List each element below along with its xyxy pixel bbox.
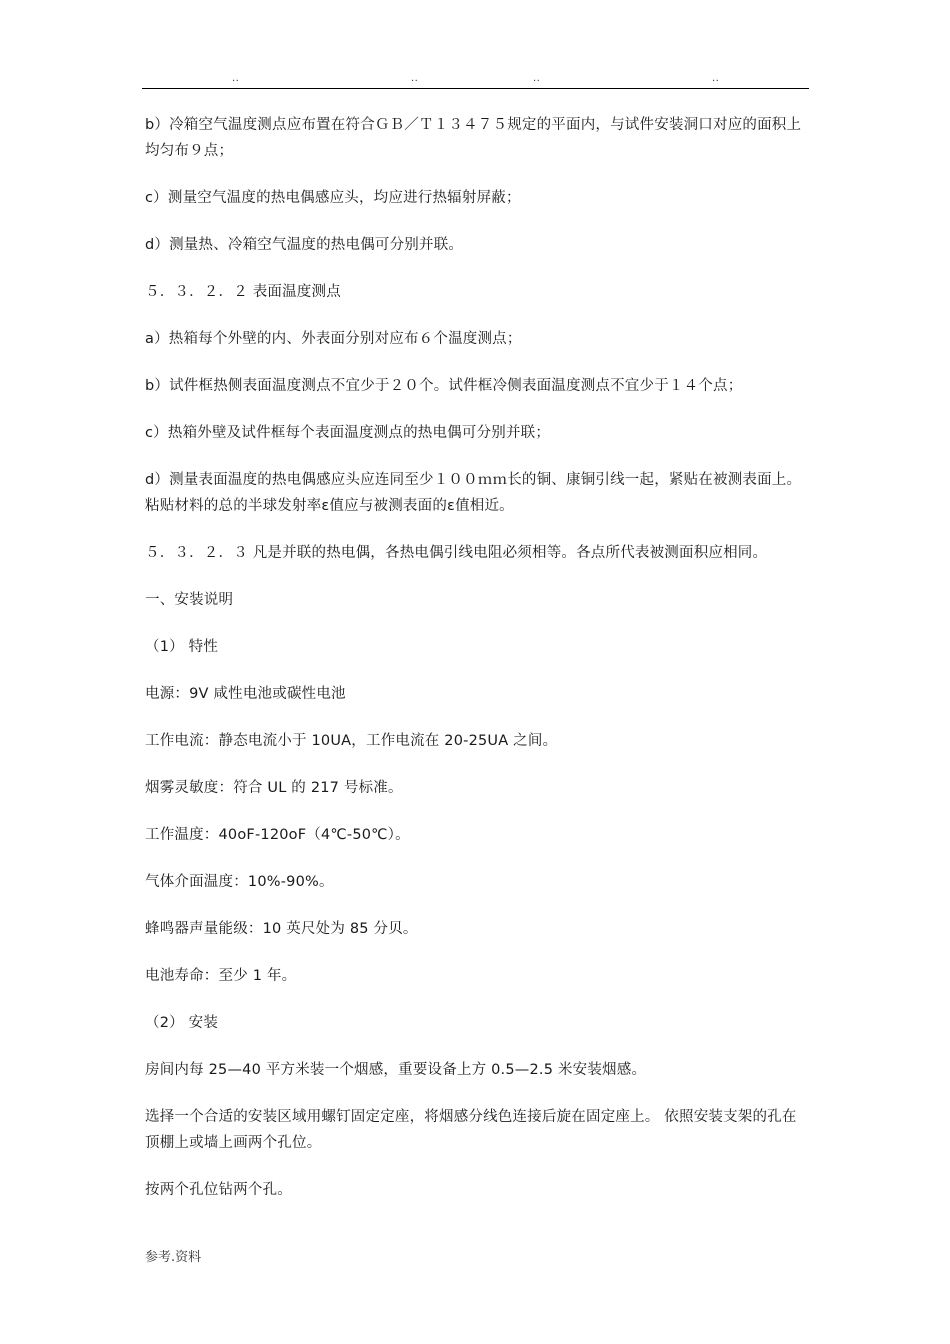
header-mark: .. bbox=[411, 73, 419, 84]
document-body bbox=[145, 112, 809, 1224]
paragraph: 按两个孔位钻两个孔。 bbox=[145, 1182, 292, 1198]
paragraph: ５．３．２．３ 凡是并联的热电偶，各热电偶引线电阻必须相等。各点所代表被测面积应相同。 bbox=[145, 545, 768, 561]
paragraph: 房间内每 25—40 平方米装一个烟感，重要设备上方 0.5—2.5 米安装烟感。 bbox=[145, 1062, 647, 1078]
header-mark: .. bbox=[712, 73, 720, 84]
paragraph: a）热箱每个外壁的内、外表面分别对应布６个温度测点； bbox=[145, 331, 522, 347]
spec-line: 工作电流：静态电流小于 10UA，工作电流在 20-25UA 之间。 bbox=[145, 733, 558, 749]
spec-line: 气体介面温度：10%-90%。 bbox=[145, 874, 334, 890]
spec-line: 蜂鸣器声量能级：10 英尺处为 85 分贝。 bbox=[145, 921, 418, 937]
paragraph: c）热箱外壁及试件框每个表面温度测点的热电偶可分别并联； bbox=[145, 425, 551, 441]
spec-line: 电源：9V 咸性电池或碳性电池 bbox=[145, 686, 346, 702]
section-heading: 一、安装说明 bbox=[145, 592, 234, 608]
paragraph: d）测量表面温度的热电偶感应头应连同至少１００ｍｍ长的铜、康铜引线一起，紧贴在被测表面上。粘贴材料的总的半球发射率ε值应与被测表面的ε值相近。 bbox=[145, 472, 802, 514]
spec-line: 烟雾灵敏度：符合 UL 的 217 号标准。 bbox=[145, 780, 403, 796]
section-heading: ５．３．２．２ 表面温度测点 bbox=[145, 284, 341, 300]
page-header-rule bbox=[142, 72, 809, 89]
paragraph: 选择一个合适的安装区域用螺钉固定定座，将烟感分线色连接后旋在固定座上。 依照安装支架的孔在顶棚上或墙上画两个孔位。 bbox=[145, 1109, 797, 1151]
subsection-heading: （1） 特性 bbox=[145, 639, 219, 655]
header-mark: .. bbox=[232, 73, 240, 84]
header-mark: .. bbox=[533, 73, 541, 84]
paragraph: d）测量热、冷箱空气温度的热电偶可分别并联。 bbox=[145, 237, 464, 253]
spec-line: 工作温度：40oF-120oF（4℃-50℃）。 bbox=[145, 827, 410, 843]
spec-line: 电池寿命：至少 1 年。 bbox=[145, 968, 297, 984]
paragraph: b）冷箱空气温度测点应布置在符合ＧＢ／Ｔ１３４７５规定的平面内，与试件安装洞口对应的面积上均匀布９点； bbox=[145, 117, 802, 159]
paragraph: c）测量空气温度的热电偶感应头，均应进行热辐射屏蔽； bbox=[145, 190, 521, 206]
subsection-heading: （2） 安装 bbox=[145, 1015, 219, 1031]
page-footer: 参考.资料 bbox=[145, 1250, 202, 1265]
paragraph: b）试件框热侧表面温度测点不宜少于２０个。试件框冷侧表面温度测点不宜少于１４个点； bbox=[145, 378, 743, 394]
